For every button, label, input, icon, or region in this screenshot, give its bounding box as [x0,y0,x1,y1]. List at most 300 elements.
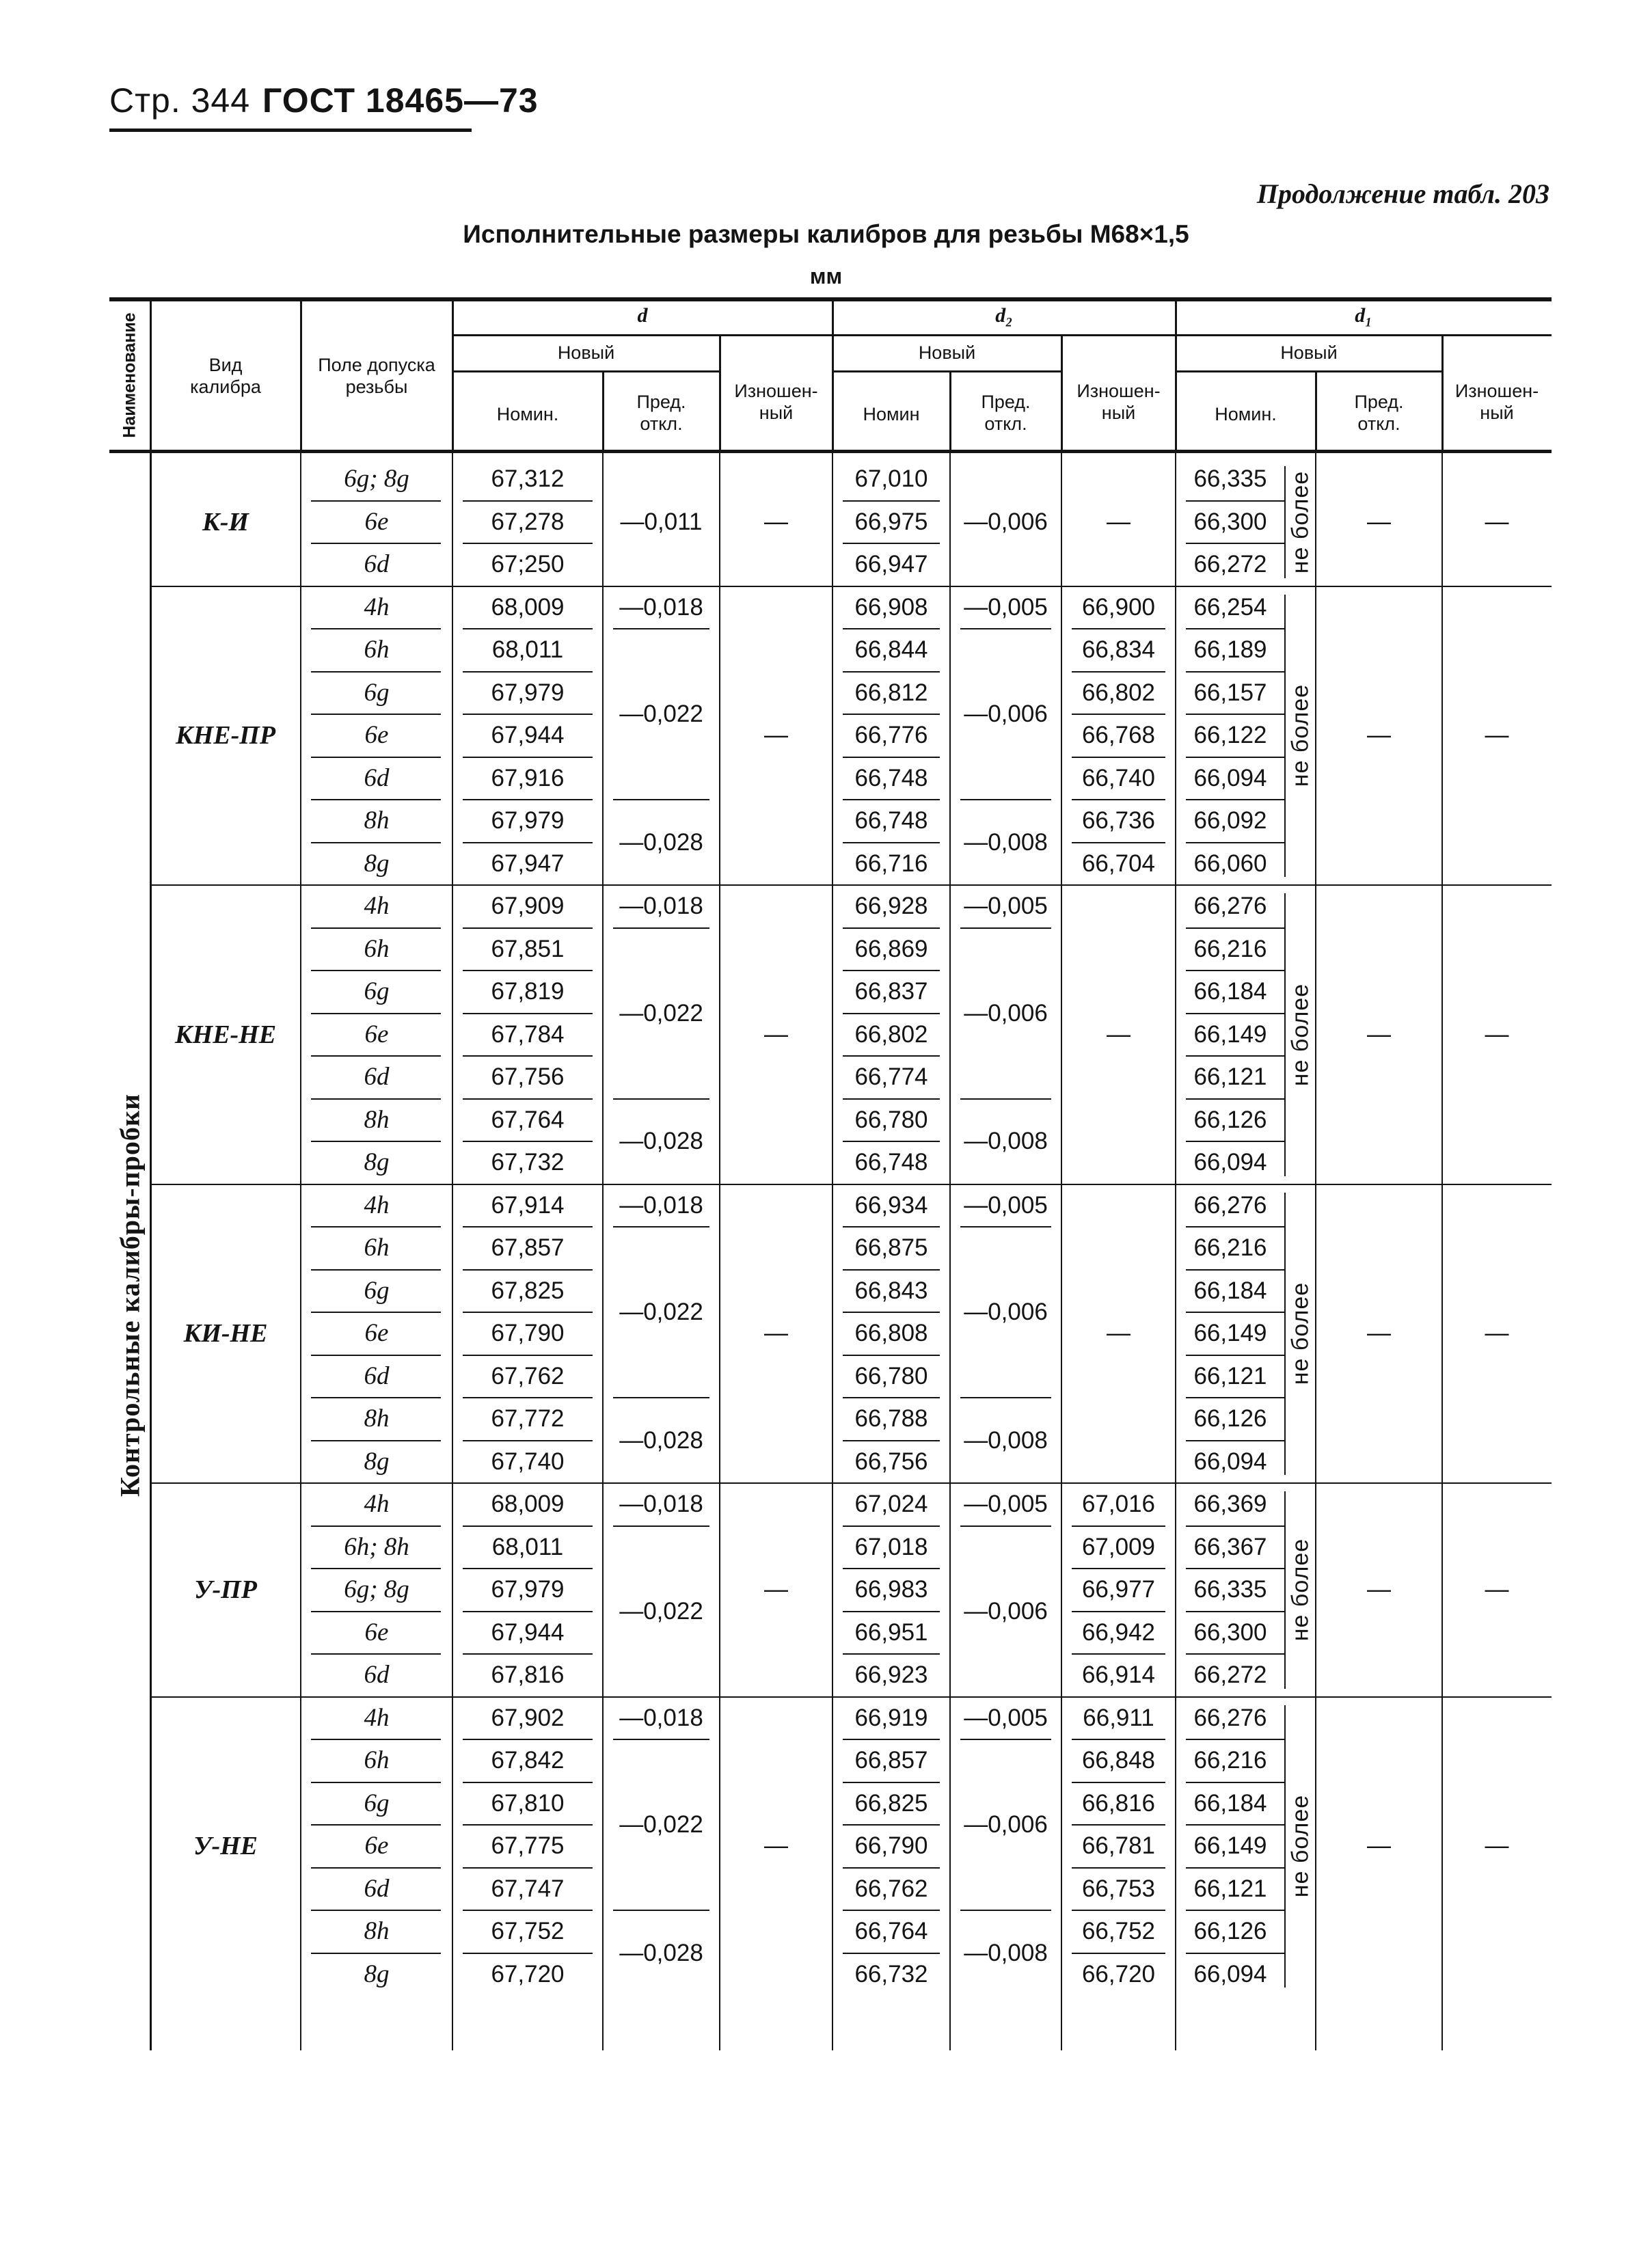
row-rule [463,1525,593,1527]
d1-nominal-cell: 66,367 [1193,1533,1267,1560]
d2-nominal-cell: 66,764 [854,1918,928,1945]
d1-deviation-cell: — [1367,508,1391,535]
row-rule [843,1013,940,1014]
body-column-rule [300,451,301,2050]
d1-nominal-cell: 66,149 [1193,1832,1267,1860]
row-rule [843,1440,940,1441]
row-rule [311,970,441,971]
row-rule [463,1739,593,1740]
d1-nominal-cell: 66,216 [1193,1234,1267,1262]
row-rule [1186,500,1285,502]
tolerance-field-cell: 6e [364,1832,389,1860]
d2-nominal-cell: 66,790 [854,1832,928,1860]
row-rule [843,1141,940,1142]
tolerance-field-cell: 4h [364,1490,390,1519]
d1-nominal-cell: 66,184 [1193,1789,1267,1817]
not-more-bracket [1284,595,1286,878]
row-rule [1186,543,1285,544]
d2-nominal-cell: 66,843 [854,1277,928,1304]
header-rule-new-d1 [1176,370,1442,372]
d2-nominal-cell: 67,018 [854,1533,928,1560]
tolerance-field-cell: 4h [364,1191,390,1219]
body-column-rule [719,451,720,2050]
body-column-rule [1315,451,1316,2050]
d2-nominal-cell: 66,812 [854,679,928,706]
row-rule [843,500,940,502]
row-rule [1186,799,1285,800]
row-rule [463,1568,593,1569]
d2-worn-cell: 67,016 [1081,1491,1156,1518]
d1-nominal-cell: 66,276 [1193,1191,1267,1219]
d-nominal-cell: 67,816 [491,1661,565,1689]
row-rule [1186,1953,1285,1954]
tolerance-field-cell: 8g [364,1148,390,1177]
not-more-label: не более [1287,983,1313,1086]
d-nominal-cell: 67,979 [491,807,565,835]
d2-nominal-cell: 67,010 [854,465,928,493]
d2-nominal-cell: 66,802 [854,1020,928,1048]
d2-worn-cell: — [1107,1020,1130,1048]
d1-worn-cell: — [1485,1320,1509,1347]
d2-deviation-cell: —0,005 [964,593,1048,621]
d2-worn-cell: 66,900 [1081,593,1156,621]
row-rule [1186,1013,1285,1014]
d2-nominal-cell: 66,837 [854,978,928,1005]
row-rule [311,1269,441,1271]
not-more-bracket [1284,1705,1286,1988]
d2-nominal-cell: 66,928 [854,893,928,920]
row-rule [463,1355,593,1356]
row-rule [843,1525,940,1527]
row-rule [463,1953,593,1954]
row-rule [1072,1568,1165,1569]
d-nominal-cell: 67,312 [491,465,565,493]
row-rule [1072,671,1165,673]
tolerance-field-cell: 6d [364,1661,390,1690]
d-worn-cell: — [764,722,788,749]
d2-deviation-cell: —0,008 [964,828,1048,856]
d2-worn-cell: 66,977 [1081,1576,1156,1603]
d2-deviation-cell: —0,008 [964,1426,1048,1454]
not-more-label: не более [1287,1282,1313,1385]
row-rule [311,714,441,715]
row-rule [843,1611,940,1612]
row-rule [311,1355,441,1356]
row-rule [843,1782,940,1783]
tolerance-field-cell: 6e [364,1020,389,1048]
not-more-bracket [1284,893,1286,1176]
row-rule [1186,1141,1285,1142]
d2-nominal-cell: 66,869 [854,935,928,962]
row-rule [1072,757,1165,758]
row-rule [1072,1953,1165,1954]
d-deviation-cell: —0,022 [619,1299,703,1325]
group-separator-rule [150,1184,1552,1185]
d1-nominal-cell: 66,300 [1193,508,1267,535]
row-rule [311,1867,441,1869]
not-more-label: не более [1287,470,1313,573]
d-deviation-cell: —0,022 [619,999,703,1027]
d2-nominal-cell: 66,762 [854,1875,928,1902]
row-rule [843,1269,940,1271]
row-rule [311,1312,441,1313]
row-rule [311,842,441,843]
row-rule [843,543,940,544]
d1-nominal-cell: 66,126 [1193,1106,1267,1133]
tolerance-field-cell: 6g [364,977,390,1006]
d1-nominal-cell: 66,094 [1193,1149,1267,1176]
table-top-rule [109,297,1552,301]
d1-worn-cell: — [1485,722,1509,749]
header-deviation-d: Пред. откл. [636,392,686,434]
tolerance-field-cell: 6e [364,1618,389,1646]
row-rule [463,1013,593,1014]
tolerance-field-cell: 6h [364,636,390,664]
d-deviation-cell: —0,018 [619,1191,703,1219]
deviation-rule [960,799,1051,800]
row-rule [1072,628,1165,629]
row-rule [311,1055,441,1057]
tolerance-field-cell: 6d [364,1063,390,1091]
header-rule-new-d2 [832,370,1061,372]
d1-nominal-cell: 66,276 [1193,893,1267,920]
row-rule [311,1226,441,1227]
group-label: Контрольные калибры-пробки [114,1093,146,1497]
d2-nominal-cell: 66,748 [854,807,928,835]
d2-worn-cell: 66,914 [1081,1661,1156,1689]
row-rule [1186,757,1285,758]
d2-worn-cell: 66,911 [1083,1704,1154,1731]
not-more-bracket [1284,466,1286,578]
row-rule [1072,1739,1165,1740]
row-rule [463,1867,593,1869]
row-rule [843,1226,940,1227]
row-rule [1186,1867,1285,1869]
d2-nominal-cell: 66,983 [854,1576,928,1603]
d2-deviation-cell: —0,006 [964,1811,1048,1838]
d-nominal-cell: 67,851 [491,935,565,962]
d-deviation-cell: —0,011 [620,508,703,535]
header-nominal-d2: Номин [863,404,920,424]
row-rule [843,927,940,929]
d2-worn-cell: 66,802 [1081,679,1156,706]
d1-nominal-cell: 66,060 [1193,850,1267,877]
row-rule [311,1953,441,1954]
d2-nominal-cell: 66,908 [854,593,928,621]
row-rule [1186,1269,1285,1271]
gauge-type-name: КНЕ-НЕ [174,1020,277,1049]
d1-deviation-cell: — [1367,722,1391,749]
deviation-rule [613,1098,709,1100]
tolerance-field-cell: 4h [364,593,390,621]
d2-worn-cell: 66,834 [1081,636,1156,664]
row-rule [311,628,441,629]
row-rule [1186,1525,1285,1527]
row-rule [311,1611,441,1612]
row-rule [311,1568,441,1569]
d1-worn-cell: — [1485,1832,1509,1860]
deviation-rule [613,799,709,800]
row-rule [463,1269,593,1271]
row-rule [311,1525,441,1527]
d2-worn-cell: 67,009 [1081,1533,1156,1560]
row-rule [1072,1782,1165,1783]
d1-nominal-cell: 66,184 [1193,1277,1267,1304]
deviation-rule [613,1226,709,1227]
d1-nominal-cell: 66,369 [1193,1491,1267,1518]
row-rule [1186,1312,1285,1313]
d2-nominal-cell: 66,756 [854,1448,928,1475]
d1-nominal-cell: 66,121 [1193,1362,1267,1389]
body-column-rule [150,451,152,2050]
group-separator-rule [150,586,1552,587]
header-nominal-d: Номин. [496,404,559,424]
d2-nominal-cell: 66,788 [854,1405,928,1433]
body-column-rule [949,451,951,2050]
tolerance-field-cell: 6g; 8g [344,465,409,493]
row-rule [311,1910,441,1911]
row-rule [1186,970,1285,971]
header-rule-level1 [452,334,1552,336]
d2-worn-cell: 66,740 [1081,764,1156,791]
page-number: Стр. 344 [109,81,251,120]
row-rule [463,799,593,800]
header-new-d: Новый [557,342,615,363]
row-rule [311,799,441,800]
row-rule [463,1440,593,1441]
d-nominal-cell: 67,914 [491,1191,565,1219]
d2-nominal-cell: 66,951 [854,1618,928,1646]
d-nominal-cell: 67,784 [491,1020,565,1048]
row-rule [463,1312,593,1313]
row-rule [463,1397,593,1398]
d2-worn-cell: 66,848 [1081,1747,1156,1774]
row-rule [1186,1355,1285,1356]
header-worn-d1: Изношен- ный [1454,381,1539,423]
d2-nominal-cell: 66,748 [854,1149,928,1176]
d-deviation-cell: —0,028 [619,1939,703,1966]
d1-nominal-cell: 66,126 [1193,1405,1267,1433]
not-more-bracket [1284,1491,1286,1689]
d1-nominal-cell: 66,272 [1193,551,1267,578]
d-nominal-cell: 67,819 [491,978,565,1005]
d2-nominal-cell: 66,923 [854,1661,928,1689]
header-deviation-d2: Пред. откл. [981,392,1031,434]
row-rule [1072,799,1165,800]
row-rule [1186,1782,1285,1783]
d2-worn-cell: — [1107,1320,1130,1347]
d-worn-cell: — [764,1832,788,1860]
row-rule [463,1098,593,1100]
d1-nominal-cell: 66,272 [1193,1661,1267,1689]
row-rule [1072,842,1165,843]
row-rule [463,842,593,843]
row-rule [1072,714,1165,715]
row-rule [843,970,940,971]
row-rule [1186,1611,1285,1612]
d-nominal-cell: 67,979 [491,679,565,706]
not-more-label: не более [1287,1795,1313,1898]
row-rule [311,1141,441,1142]
row-rule [843,1098,940,1100]
not-more-label: не более [1287,684,1313,787]
d2-worn-cell: — [1107,508,1130,535]
d-nominal-cell: 68,009 [491,593,565,621]
tolerance-field-cell: 6e [364,507,389,536]
not-more-bracket [1284,1193,1286,1476]
gauge-type-name: У-НЕ [193,1832,258,1861]
body-column-rule [1061,451,1062,2050]
tolerance-field-cell: 8h [364,1917,390,1946]
row-rule [463,757,593,758]
row-rule [843,671,940,673]
row-rule [463,1141,593,1142]
d1-nominal-cell: 66,335 [1193,465,1267,493]
d2-nominal-cell: 66,825 [854,1789,928,1817]
row-rule [463,500,593,502]
header-worn-d: Изношен- ный [734,381,818,423]
not-more-label: не более [1287,1538,1313,1642]
row-rule [311,1440,441,1441]
row-rule [1186,1055,1285,1057]
group-separator-rule [150,884,1552,886]
row-rule [1072,1525,1165,1527]
gauge-type-name: КИ-НЕ [183,1319,268,1348]
d1-nominal-cell: 66,126 [1193,1918,1267,1945]
deviation-rule [613,927,709,929]
d2-deviation-cell: —0,006 [964,1299,1048,1325]
d2-nominal-cell: 66,780 [854,1362,928,1389]
d1-nominal-cell: 66,094 [1193,1960,1267,1988]
row-rule [311,671,441,673]
d-nominal-cell: 68,011 [491,1533,564,1560]
row-rule [463,1782,593,1783]
d-deviation-cell: —0,028 [619,1426,703,1454]
d-nominal-cell: 67,944 [491,1618,565,1646]
d-nominal-cell: 67,278 [491,508,565,535]
tolerance-field-cell: 8g [364,1959,390,1988]
row-rule [843,628,940,629]
d1-nominal-cell: 66,335 [1193,1576,1267,1603]
d1-nominal-cell: 66,092 [1193,807,1267,835]
body-column-rule [832,451,833,2050]
gauge-type-name: К-И [202,507,249,537]
d1-deviation-cell: — [1367,1832,1391,1860]
d-deviation-cell: —0,018 [619,593,703,621]
d-nominal-cell: 67,979 [491,1576,565,1603]
tolerance-field-cell: 6g [364,1276,390,1305]
row-rule [1186,1653,1285,1655]
d-nominal-cell: 67,842 [491,1747,565,1774]
d1-nominal-cell: 66,149 [1193,1020,1267,1048]
d2-nominal-cell: 67,024 [854,1491,928,1518]
row-rule [1186,1910,1285,1911]
deviation-rule [613,1910,709,1911]
d-worn-cell: — [764,1020,788,1048]
row-rule [463,1226,593,1227]
d2-deviation-cell: —0,005 [964,1491,1048,1518]
d1-nominal-cell: 66,121 [1193,1875,1267,1902]
d2-nominal-cell: 66,776 [854,722,928,749]
group-separator-rule [150,1482,1552,1484]
d2-deviation-cell: —0,006 [964,1597,1048,1625]
row-rule [843,1653,940,1655]
d-deviation-cell: —0,022 [619,1597,703,1625]
row-rule [1186,927,1285,929]
d2-nominal-cell: 66,780 [854,1106,928,1133]
d-nominal-cell: 67,772 [491,1405,565,1433]
d-nominal-cell: 67,756 [491,1063,565,1091]
row-rule [463,628,593,629]
row-rule [843,1568,940,1569]
row-rule [311,1397,441,1398]
d-nominal-cell: 67,732 [491,1149,565,1176]
row-rule [843,1953,940,1954]
row-rule [843,1355,940,1356]
tolerance-field-cell: 6d [364,550,390,579]
row-rule [311,1653,441,1655]
d1-worn-cell: — [1485,1576,1509,1603]
deviation-rule [960,1525,1051,1527]
d-worn-cell: — [764,508,788,535]
d1-nominal-cell: 66,276 [1193,1704,1267,1731]
header-rule-new-d [452,370,720,372]
tolerance-field-cell: 6h [364,1234,390,1262]
tolerance-field-cell: 8h [364,1105,390,1134]
d2-deviation-cell: —0,005 [964,1191,1048,1219]
row-rule [1072,1824,1165,1826]
row-rule [843,799,940,800]
gauge-type-name: У-ПР [194,1575,257,1605]
tolerance-field-cell: 8h [364,1405,390,1433]
d2-nominal-cell: 66,748 [854,764,928,791]
row-rule [463,671,593,673]
d2-deviation-cell: —0,006 [964,508,1048,535]
d-nominal-cell: 68,009 [491,1491,565,1518]
d1-deviation-cell: — [1367,1020,1391,1048]
d-nominal-cell: 67,762 [491,1362,565,1389]
d-nominal-cell: 67,747 [491,1875,565,1902]
deviation-rule [960,1226,1051,1227]
deviation-rule [960,1397,1051,1398]
header-name: Наименование [120,312,139,438]
row-rule [463,1653,593,1655]
d2-worn-cell: 66,736 [1081,807,1156,835]
tolerance-field-cell: 8g [364,1447,390,1476]
d-deviation-cell: —0,022 [619,1811,703,1838]
d1-deviation-cell: — [1367,1576,1391,1603]
row-rule [843,1824,940,1826]
d1-nominal-cell: 66,216 [1193,1747,1267,1774]
d2-deviation-cell: —0,005 [964,893,1048,920]
d2-worn-cell: 66,752 [1081,1918,1156,1945]
row-rule [1072,1653,1165,1655]
header-bottom-rule [109,450,1552,453]
d2-nominal-cell: 66,919 [854,1704,928,1731]
deviation-rule [613,1739,709,1740]
d2-deviation-cell: —0,008 [964,1939,1048,1966]
header-new-d1: Новый [1280,342,1338,363]
gauge-type-name: КНЕ-ПР [175,721,276,750]
row-rule [843,757,940,758]
body-column-rule [452,451,453,2050]
row-rule [1186,628,1285,629]
row-rule [1072,1611,1165,1612]
standard-number: ГОСТ 18465—73 [262,81,539,120]
row-rule [1186,714,1285,715]
row-rule [843,1312,940,1313]
tolerance-field-cell: 6h [364,1746,390,1775]
